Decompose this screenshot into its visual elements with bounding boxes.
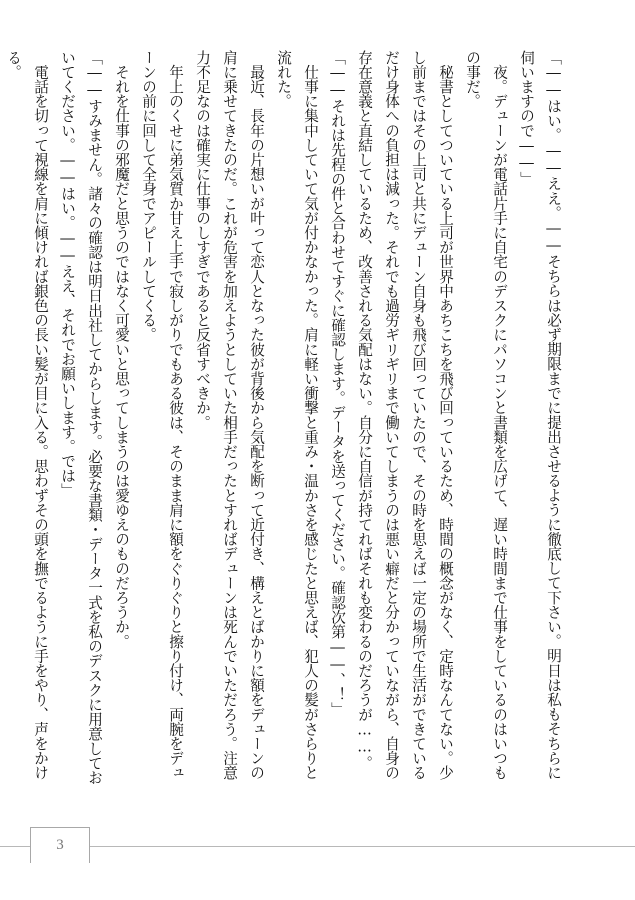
paragraph-secretary-duties: 秘書としてついている上司が世界中あちこちを飛び回っているため、時間の概念がなく、定時なんてない。少し前まではその上司と共にデューン自身も飛び回っていたので、その時を思えば一定の場所で生活ができているだけ身体への負担は減った。それでも過労ギリギリまで働いてしまうのは悪い癖だと分かっていながら、自身の存在意義と直結しているため、改善される気配はない。自分に自信が持てればそれも変わるのだろうが……。 — [356, 50, 454, 780]
paragraph-shoulder-weight: 仕事に集中していて気が付かなかった。肩に軽い衝撃と重み・温かさを感じたと思えば、犯人の髪がさらりと流れた。 — [275, 50, 319, 780]
paragraph-dialogue-confirm: 「――それは先程の件と合わせてすぐに確認します。データを送ってください。確認次第――、！」 — [329, 50, 346, 717]
vertical-text-body — [5, 50, 567, 790]
paragraph-night-work: 夜。デューンが電話片手に自宅のデスクにパソコンと書類を広げて、遅い時間まで仕事をしているのはいつもの事だ。 — [464, 50, 508, 780]
footer-divider — [0, 846, 635, 847]
paragraph-lover-approach: 最近、長年の片想いが叶って恋人となった彼が背後から気配を断って近付き、構えとばかりに額をデューンの肩に乗せてきたのだ。これが危害を加えようとしていた相手だったとすればデューンは死んでいただろう。注意力不足なのは確実に仕事のしすぎであると反省すべきか。 — [194, 50, 265, 780]
page-number: 3 — [56, 837, 64, 853]
page-number-tab — [30, 827, 90, 863]
paragraph-dialogue-ending-call: 「――すみません。諸々の確認は明日出社してからします。必要な書類・データ一式を私のデスクに用意しておいてください。――はい。――ええ、それでお願いします。では」 — [59, 50, 103, 785]
paragraph-silver-hair: 電話を切って視線を肩に傾ければ銀色の長い髪が目に入る。思わずその頭を撫でるように手をやり、声をかける。 — [5, 50, 49, 780]
paragraph-cute-thought: それを仕事の邪魔だと思うのではなく可愛いと思ってしまうのは愛ゆえのものだろうか。 — [113, 50, 130, 649]
paragraph-dialogue-phone-call: 「――はい。――ええ。――そちらは必ず期限までに提出させるように徹底して下さい。明日は私もそちらに伺いますので――」 — [518, 50, 562, 780]
paragraph-clingy-partner: 年上のくせに弟気質か甘え上手で寂しがりでもある彼は、そのまま肩に額をぐりぐりと擦り付け、両腕をデューンの前に回して全身でアピールしてくる。 — [140, 50, 184, 780]
